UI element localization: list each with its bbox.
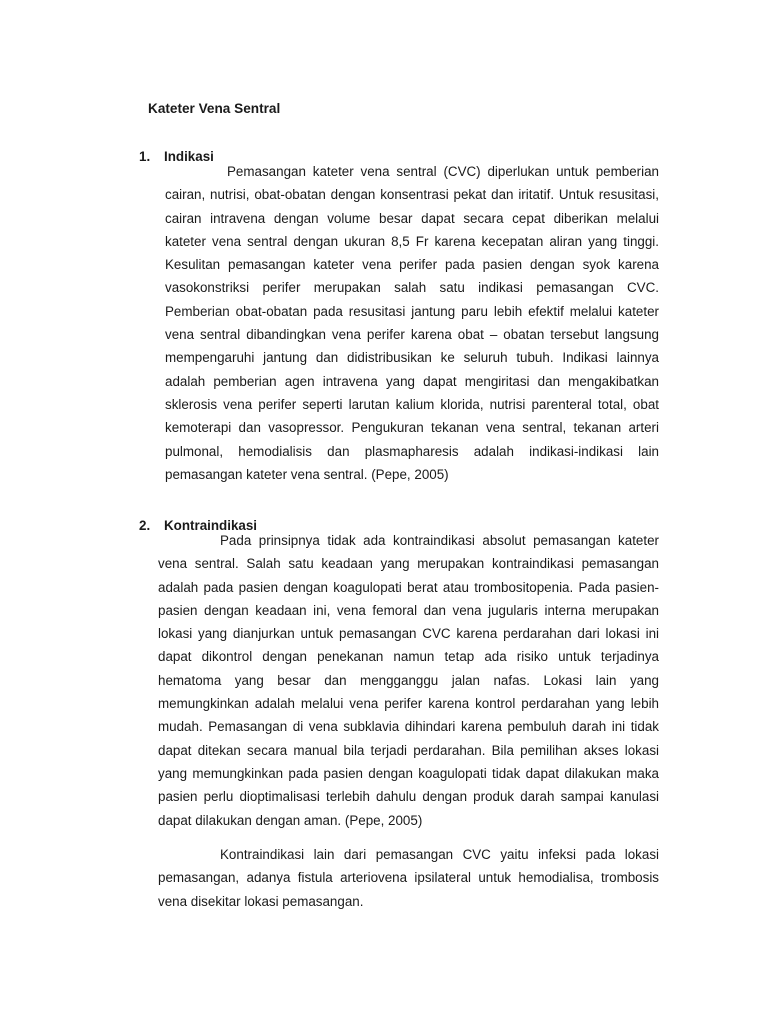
section-number: 1.: [139, 149, 151, 164]
section-number: 2.: [139, 518, 151, 533]
section-paragraph: Pemasangan kateter vena sentral (CVC) diperlukan untuk pemberian cairan, nutrisi, obat-obatan dengan konsentrasi pekat dan iritatif. Untuk resusitasi, cairan intravena dengan volume besar dapat secara cepat diberikan melalui kateter vena sentral dengan ukuran 8,5 Fr karena kecepatan aliran yang tinggi. Kesulitan pemasangan kateter vena perifer pada pasien dengan syok karena vasokonstriksi perifer merupakan salah satu indikasi pemasangan CVC. Pemberian obat-obatan pada resusitasi jantung paru lebih efektif melalui kateter vena sentral dibandingkan vena perifer karena obat – obatan tersebut langsung mempengaruhi jantung dan didistribusikan ke seluruh tubuh. Indikasi lainnya adalah pemberian agen intravena yang dapat mengiritasi dan mengakibatkan sklerosis vena perifer seperti larutan kalium klorida, nutrisi parenteral total, obat kemoterapi dan vasopressor. Pengukuran tekanan vena sentral, tekanan arteri pulmonal, hemodialisis dan plasmapharesis adalah indikasi-indikasi lain pemasangan kateter vena sentral. (Pepe, 2005): [165, 164, 659, 482]
section-paragraph: Pada prinsipnya tidak ada kontraindikasi absolut pemasangan kateter vena sentral. Salah satu keadaan yang merupakan kontraindikasi pemasangan adalah pada pasien dengan koagulopati berat atau trombositopenia. Pada pasien-pasien dengan keadaan ini, vena femoral dan vena jugularis interna merupakan lokasi yang dianjurkan untuk pemasangan CVC karena perdarahan dari lokasi ini dapat dikontrol dengan penekanan namun tetap ada risiko untuk terjadinya hematoma yang besar dan mengganggu jalan nafas. Lokasi lain yang memungkinkan adalah melalui vena perifer karena kontrol perdarahan yang lebih mudah. Pemasangan di vena subklavia dihindari karena pembuluh darah ini tidak dapat ditekan secara manual bila terjadi perdarahan. Bila pemilihan akses lokasi yang memungkinkan pada pasien dengan koagulopati tidak dapat dilakukan maka pasien perlu dioptimalisasi terlebih dahulu dengan produk darah sampai kanulasi dapat dilakukan dengan aman. (Pepe, 2005): [158, 533, 659, 828]
section-heading-text: Kontraindikasi: [164, 518, 258, 533]
section-heading-text: Indikasi: [164, 149, 214, 164]
document-title: Kateter Vena Sentral: [148, 101, 281, 116]
section-paragraph: Kontraindikasi lain dari pemasangan CVC yaitu infeksi pada lokasi pemasangan, adanya fistula arteriovena ipsilateral untuk hemodialisa, trombosis vena disekitar lokasi pemasangan.: [158, 847, 659, 909]
